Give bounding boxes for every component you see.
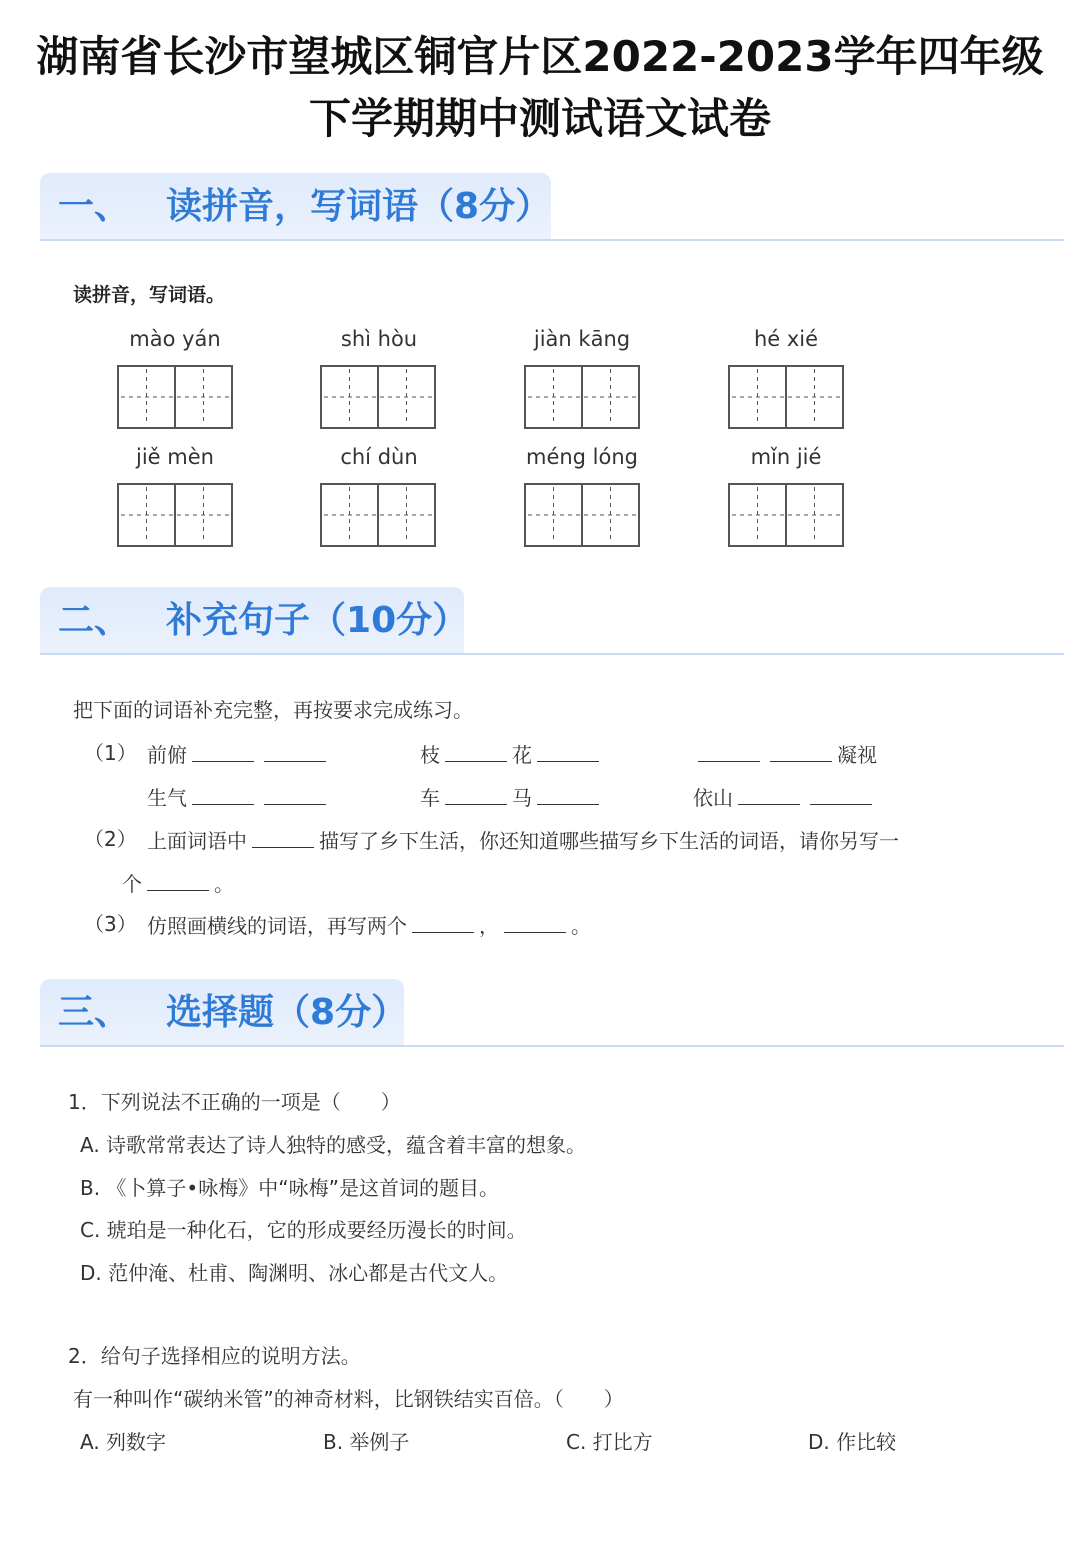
answer-blank[interactable]: [738, 786, 800, 805]
answer-blank[interactable]: [537, 786, 599, 805]
section3-heading: 选择题（8分）: [166, 992, 408, 1033]
choice-option[interactable]: C. 琥珀是一种化石，它的形成要经历漫长的时间。: [80, 1218, 527, 1242]
question-label: （3）: [84, 912, 137, 936]
writing-grid[interactable]: [728, 365, 844, 429]
fill-item: 车 马: [420, 786, 604, 808]
pinyin-label: shì hòu: [340, 327, 418, 351]
choice-question-stem: 1．下列说法不正确的一项是（ ）: [68, 1090, 401, 1114]
section1-instruction: 读拼音，写词语。: [73, 284, 226, 306]
question-text: 个 。: [122, 872, 234, 896]
answer-blank[interactable]: [810, 786, 872, 805]
section3-divider: [40, 1045, 1064, 1047]
choice-option[interactable]: D. 范仲淹、杜甫、陶渊明、冰心都是古代文人。: [80, 1261, 509, 1285]
pinyin-label: mào yán: [129, 327, 221, 351]
question-text: 上面词语中 描写了乡下生活，你还知道哪些描写乡下生活的词语，请你另写一: [147, 829, 899, 853]
answer-blank[interactable]: [445, 743, 507, 762]
answer-blank[interactable]: [192, 786, 254, 805]
choice-question-sentence: 有一种叫作“碳纳米管”的神奇材料，比钢铁结实百倍。（ ）: [73, 1387, 624, 1411]
section2-heading: 补充句子（10分）: [166, 600, 469, 641]
answer-blank[interactable]: [192, 743, 254, 762]
answer-blank[interactable]: [252, 829, 314, 848]
section1-title: [58, 185, 551, 228]
choice-option[interactable]: A. 列数字: [80, 1430, 167, 1454]
choice-option[interactable]: B. 举例子: [323, 1430, 410, 1454]
question-text: 仿照画横线的词语，再写两个 ， 。: [147, 914, 591, 938]
section1-number: 一、: [58, 186, 131, 227]
answer-blank[interactable]: [264, 786, 326, 805]
answer-blank[interactable]: [537, 743, 599, 762]
writing-grid[interactable]: [117, 365, 233, 429]
section1-header: [40, 173, 1064, 241]
section1-heading: 读拼音，写词语（8分）: [166, 186, 552, 227]
pinyin-label: mǐn jié: [750, 445, 822, 469]
section3-number: 三、: [58, 992, 131, 1033]
answer-blank[interactable]: [770, 743, 832, 762]
pinyin-label: jiě mèn: [136, 445, 214, 469]
fill-item: 凝视: [693, 743, 877, 765]
pinyin-label: jiàn kāng: [533, 327, 631, 351]
section2-divider: [40, 653, 1064, 655]
choice-question-stem: 2．给句子选择相应的说明方法。: [68, 1344, 361, 1368]
section3-title: [58, 991, 407, 1034]
pinyin-label: chí dùn: [340, 445, 418, 469]
choice-option[interactable]: C. 打比方: [566, 1430, 653, 1454]
page-title-line2: 下学期期中测试语文试卷: [308, 94, 771, 143]
answer-blank[interactable]: [412, 914, 474, 933]
section2-number: 二、: [58, 600, 131, 641]
answer-blank[interactable]: [698, 743, 760, 762]
pinyin-label: méng lóng: [525, 445, 638, 469]
answer-blank[interactable]: [445, 786, 507, 805]
answer-blank[interactable]: [147, 872, 209, 891]
writing-grid[interactable]: [320, 365, 436, 429]
answer-blank[interactable]: [504, 914, 566, 933]
fill-item: 前俯: [147, 743, 331, 765]
writing-grid[interactable]: [320, 483, 436, 547]
choice-option[interactable]: D. 作比较: [808, 1430, 897, 1454]
writing-grid[interactable]: [524, 365, 640, 429]
writing-grid[interactable]: [524, 483, 640, 547]
fill-item: 生气: [147, 786, 331, 808]
fill-item: 枝 花: [420, 743, 604, 765]
choice-option[interactable]: B. 《卜算子•咏梅》中“咏梅”是这首词的题目。: [80, 1176, 499, 1200]
question-label: （2）: [84, 827, 137, 851]
choice-option[interactable]: A. 诗歌常常表达了诗人独特的感受，蕴含着丰富的想象。: [80, 1133, 587, 1157]
answer-blank[interactable]: [264, 743, 326, 762]
writing-grid[interactable]: [728, 483, 844, 547]
section2-title: [58, 599, 468, 642]
fill-item: 依山: [693, 786, 877, 808]
section3-header: [40, 979, 1064, 1047]
writing-grid[interactable]: [117, 483, 233, 547]
section1-divider: [40, 239, 1064, 241]
section2-header: [40, 587, 1064, 655]
question-label: （1）: [84, 741, 137, 765]
section2-instruction: 把下面的词语补充完整，再按要求完成练习。: [73, 698, 473, 722]
pinyin-label: hé xié: [753, 327, 819, 351]
page-title-line1: 湖南省长沙市望城区铜官片区2022-2023学年四年级: [36, 32, 1044, 81]
